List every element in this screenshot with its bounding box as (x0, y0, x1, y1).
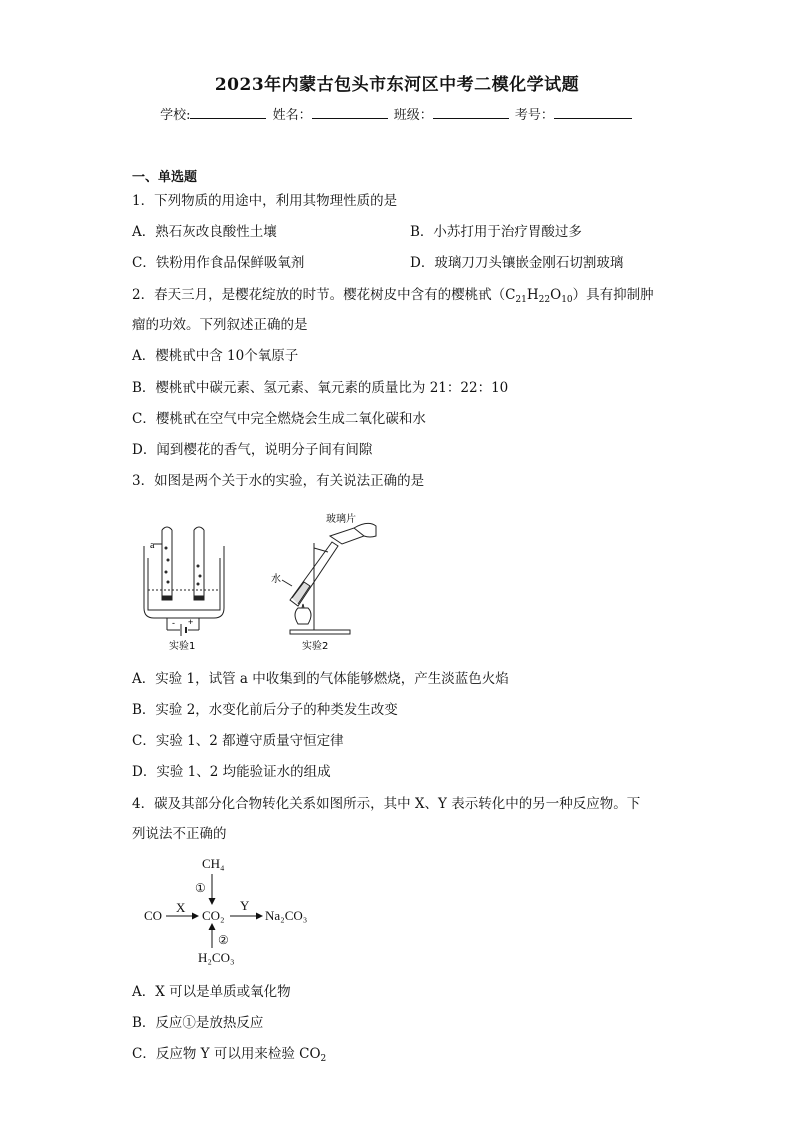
q4-stem-line1: 4．碳及其部分化合物转化关系如图所示，其中 X、Y 表示转化中的另一种反应物。下 (132, 796, 641, 812)
reaction-1-marker: ① (195, 881, 206, 895)
co-label: CO (144, 908, 163, 923)
subscript: 22 (538, 295, 551, 305)
water-experiments-figure (132, 508, 382, 653)
exam-no-label: 考号： (514, 108, 554, 123)
q4-stem-line2: 列说法不正确的 (132, 826, 227, 842)
exp1-caption: 实验1 (169, 641, 196, 652)
y-label: Y (240, 898, 250, 913)
q1-option-d: D．玻璃刀刀头镶嵌金刚石切割玻璃 (410, 255, 624, 271)
school-field[interactable] (190, 106, 266, 119)
school-label: 学校: (160, 108, 191, 123)
q2-option-d: D．闻到樱花的香气，说明分子间有间隙 (132, 442, 373, 458)
exam-no-field[interactable] (554, 106, 632, 119)
q1-option-b: B．小苏打用于治疗胃酸过多 (410, 224, 582, 240)
reaction-2-marker: ② (218, 933, 229, 947)
minus-sign: - (172, 618, 175, 628)
ch4-label: CH₄ (202, 856, 225, 871)
name-field[interactable] (312, 106, 388, 119)
q4-option-c-text: C．反应物 Y 可以用来检验 CO (132, 1046, 321, 1062)
q2-stem-part: H (526, 287, 539, 303)
q3-stem: 3．如图是两个关于水的实验，有关说法正确的是 (132, 473, 425, 489)
q3-option-b: B．实验 2，水变化前后分子的种类发生改变 (132, 702, 398, 718)
name-label: 姓名： (272, 108, 312, 123)
subscript: 10 (561, 295, 573, 305)
q2-stem-part: 2．春天三月，是樱花绽放的时节。樱花树皮中含有的樱桃甙（C (132, 287, 516, 303)
tube-a-label: a (150, 540, 155, 551)
subscript: 2 (320, 1054, 327, 1064)
na2co3-label: Na₂CO₃ (265, 908, 308, 923)
q3-option-d: D．实验 1、2 均能验证水的组成 (132, 764, 331, 780)
boiling-apparatus (282, 523, 376, 634)
section-heading: 一、单选题 (132, 170, 198, 185)
q2-option-a: A．樱桃甙中含 10个氧原子 (132, 348, 299, 364)
water-label: 水 (271, 574, 281, 585)
carbon-conversion-diagram (140, 850, 340, 968)
q2-option-b: B．樱桃甙中碳元素、氢元素、氧元素的质量比为 21：22：10 (132, 380, 509, 396)
q3-option-c: C．实验 1、2 都遵守质量守恒定律 (132, 733, 344, 749)
class-field[interactable] (433, 106, 509, 119)
co2-label: CO₂ (202, 908, 225, 923)
page-title: 2023年内蒙古包头市东河区中考二模化学试题 (214, 75, 580, 95)
q4-option-c (132, 1045, 326, 1063)
q1-stem: 1．下列物质的用途中，利用其物理性质的是 (132, 193, 398, 209)
q3-option-a: A．实验 1，试管 a 中收集到的气体能够燃烧，产生淡蓝色火焰 (132, 671, 509, 687)
student-info-row (0, 104, 794, 123)
q1-option-c: C．铁粉用作食品保鲜吸氧剂 (132, 255, 305, 271)
exp2-caption: 实验2 (302, 641, 329, 652)
q2-stem-part: O (550, 287, 562, 303)
q2-stem-line1 (132, 286, 654, 304)
class-label: 班级： (393, 108, 433, 123)
h2co3-label: H₂CO₃ (198, 950, 235, 965)
electrolysis-apparatus (144, 527, 224, 636)
plus-sign: + (188, 617, 194, 627)
glass-plate-label: 玻璃片 (326, 514, 356, 525)
x-label: X (176, 900, 186, 915)
q2-stem-part: ）具有抑制肿 (572, 287, 654, 303)
q1-option-a: A．熟石灰改良酸性土壤 (132, 224, 277, 240)
q4-option-b: B．反应①是放热反应 (132, 1015, 264, 1031)
q4-option-a: A．X 可以是单质或氧化物 (132, 984, 291, 1000)
q2-option-c: C．樱桃甙在空气中完全燃烧会生成二氧化碳和水 (132, 411, 426, 427)
q2-stem-line2: 瘤的功效。下列叙述正确的是 (132, 317, 308, 333)
subscript: 21 (515, 295, 527, 305)
